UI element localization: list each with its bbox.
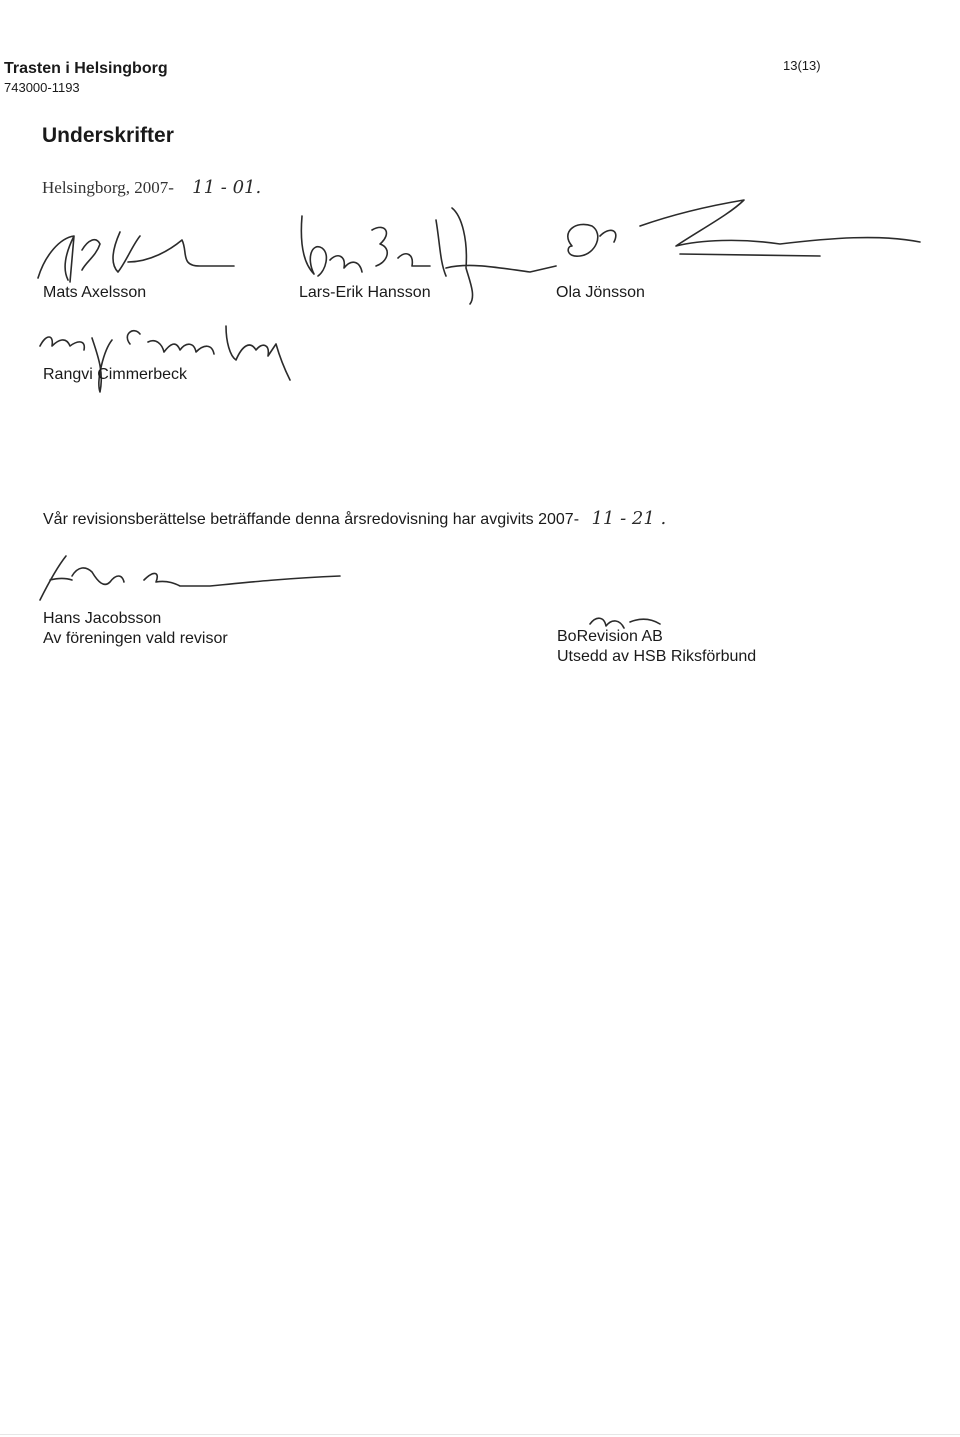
handwritten-audit-date: 11 - 21 .: [591, 508, 667, 529]
signatory-name: Mats Axelsson: [43, 284, 147, 301]
signatory-name: Lars-Erik Hansson: [299, 284, 431, 301]
bottom-edge: [0, 1434, 960, 1435]
auditor-role: Utsedd av HSB Riksförbund: [557, 648, 757, 665]
page-number: 13(13): [783, 58, 821, 73]
page-title: Underskrifter: [42, 124, 174, 147]
date-prefix: Helsingborg, 2007-: [42, 178, 174, 197]
signatory-name: Rangvi Cimmerbeck: [43, 366, 188, 383]
signatory-name: Ola Jönsson: [556, 284, 645, 301]
organization-name: Trasten i Helsingborg: [4, 60, 168, 77]
signature-hans-jacobsson: [40, 556, 340, 600]
signature-mats-axelsson: [38, 232, 234, 282]
signature-auditor-second: [590, 618, 660, 628]
auditor-role: Av föreningen vald revisor: [43, 630, 228, 647]
auditor-name: BoRevision AB: [557, 628, 663, 645]
handwritten-date: 11 - 01.: [192, 177, 262, 198]
auditor-statement: [43, 508, 666, 529]
signing-date-line: [42, 177, 261, 198]
auditor-statement-text: Vår revisionsberättelse beträffande denna årsredovisning har avgivits 2007-: [43, 511, 580, 528]
signature-ola-jonsson: [568, 200, 920, 256]
auditor-name: Hans Jacobsson: [43, 610, 162, 627]
organization-number: 743000-1193: [4, 80, 80, 95]
